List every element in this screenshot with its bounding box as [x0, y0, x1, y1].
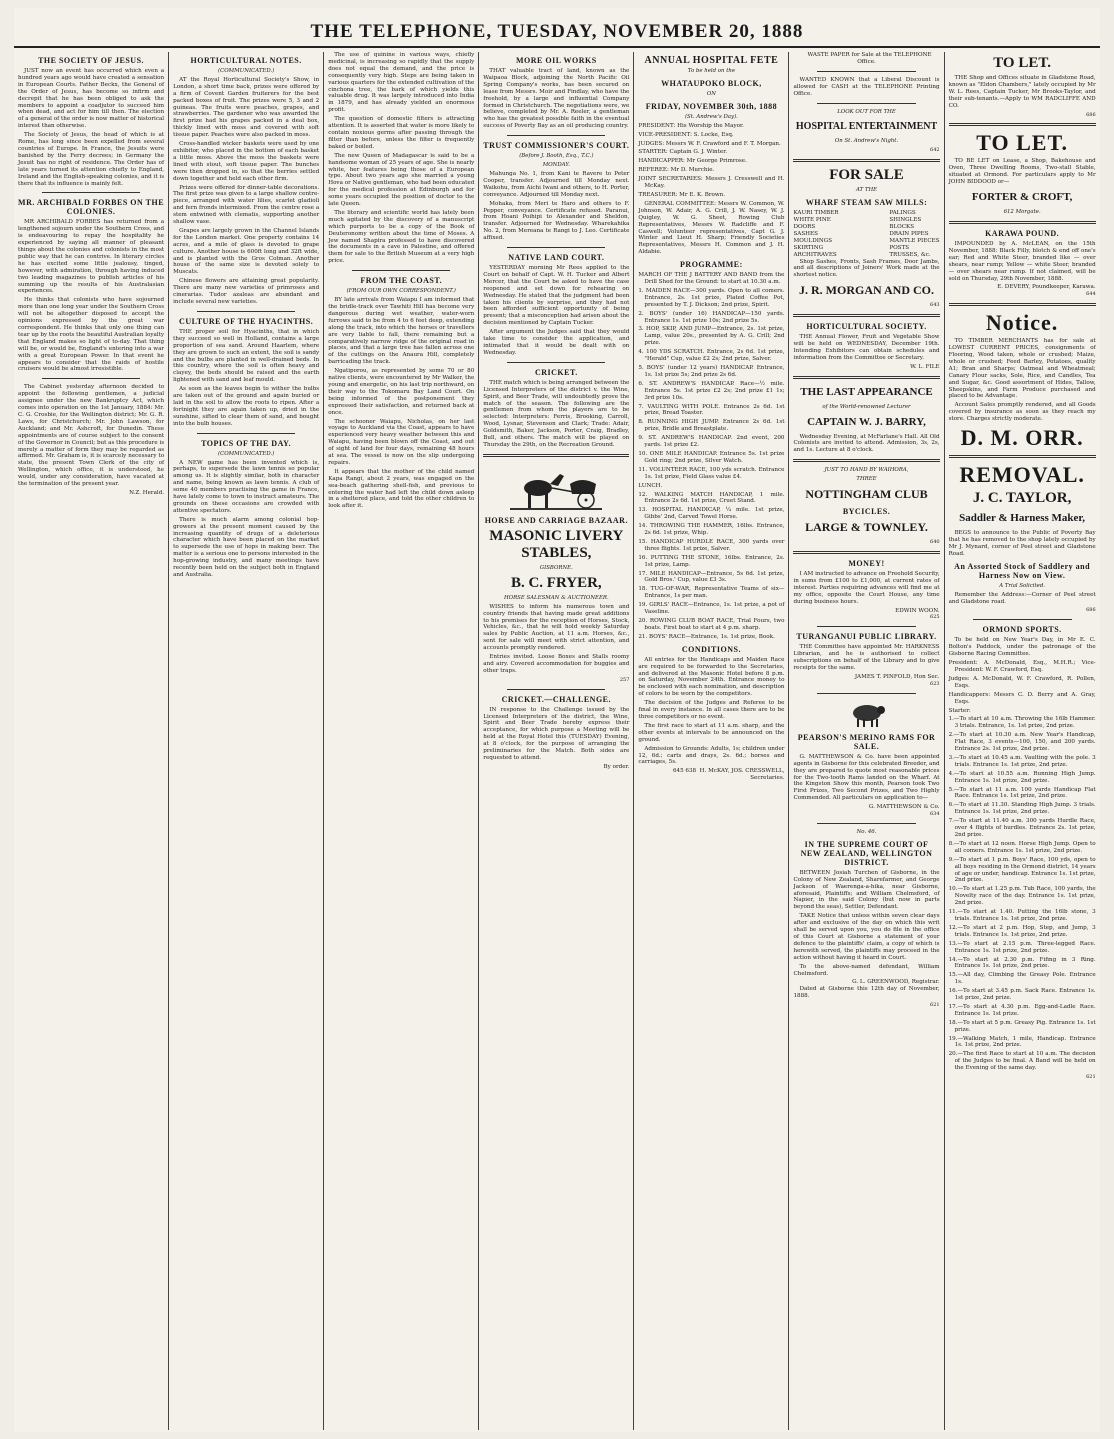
advert-signature: 645 638 H. McKAY, JOS. CRESSWELL, Secretaries.: [672, 768, 785, 782]
advert-number: 621: [930, 1002, 940, 1009]
programme-item: 9. ST. ANDREW'S HANDICAP. 2nd event, 200 yards. 1st prize £2.: [638, 435, 785, 449]
programme-item: 14. THROWING THE HAMMER, 16lbs. Entrance, 2s 6d. 1st prize, Whip.: [638, 523, 785, 537]
divider: [817, 71, 915, 72]
signature-name: H. McKAY: [699, 768, 728, 775]
officer-line: Judges: A. McDonald, W. F. Crawford, R. Pollen, Esqs.: [948, 675, 1096, 689]
article-heading: MR. ARCHIBALD FORBES ON THE COLONIES.: [18, 198, 165, 217]
article-heading: NATIVE LAND COURT.: [508, 253, 605, 263]
programme-list: [638, 272, 784, 641]
timber-item: DOORS: [793, 223, 816, 230]
advert-title: NOTTINGHAM CLUB: [805, 487, 928, 502]
programme-item: 16. PUTTING THE STONE, 16lbs. Entrance, 2s. 1st prize, Lamp.: [638, 554, 785, 568]
article-paragraph: BY late arrivals from Waiapu I am informed that the bridle-track over Tawhiti Hill has become very dangerous during wet weather, water-worn furrows said to be from 4 to 6 feet deep, extending along the track, into which the horses or travellers are very liable to fall, there remaining but a comparatively narrow ridge of the original road in places, and that a large tree has fallen across one of the cuttings on the Anaura Hill, completely barricading the track.: [328, 297, 475, 366]
events-list: [949, 716, 1096, 1072]
officer-line: TREASURER: Mr E. K. Brown.: [638, 191, 726, 198]
article-heading: HORTICULTURAL NOTES.: [190, 56, 302, 65]
advert-number: 257: [619, 676, 630, 683]
article-paragraph: It appears that the mother of the child named Kapa Rangi, about 2 years, was engaged on the sea-beach gathering shell-fish, and previous to entering the water had left the child down asleep in a sheltered place, and told the other children to look after it.: [328, 468, 475, 510]
advert-number: 686: [1086, 607, 1096, 614]
advert-number: 642: [930, 147, 940, 154]
advert-subheading: JUST TO HAND BY WAIHORA,: [824, 467, 909, 474]
timber-item: MANTLE PIECES: [889, 237, 940, 244]
officer-line: Starter:: [948, 707, 971, 714]
programme-item: 2. BOYS' (under 16) HANDICAP—150 yards. Entrance 1s. 1st prize 10s; 2nd prize 5s.: [638, 310, 785, 324]
event-item: 1.—To start at 10 a.m. Throwing the 16lb Hammer. 3 trials. Entrance, 1s. 1st prize, 2nd prize.: [948, 716, 1096, 730]
advert-signature: G. L. GREENWOOD, Registrar.: [852, 979, 940, 986]
advert-number: 634: [930, 811, 940, 818]
article-paragraph: The Society of Jesus, the head of which is at Rome, has long since been expelled from several countries of Europe. In France, the Jesuits were banished by the Ferry decrees; in Germany the Jesuit has no right of residence. The Order has of late years turned its attention chiefly to England, Ireland and the English-speaking colonies, and it is there that its influence is mainly felt.: [18, 132, 165, 187]
advert-paragraph: BEGS to announce to the Public of Poverty Bay that he has removed to the shop lately occupied by Mr J. Mynard, corner of Peel street and Gladstone Road.: [948, 530, 1096, 557]
event-item: 20.—The first Race to start at 10 a.m. The decision of the Judges to be final. A Band will be held on the Evening of the same day.: [948, 1051, 1096, 1072]
article-paragraph: A NEW game has been invented which is, perhaps, to supersede the lawn tennis so popular among us. It is slightly similar, both in character and name, being known as lawn tennis. A club of some 40 members practising the game in France, have lately come to town to instruct amateurs. The grounds on these occasions are crowded with attentive spectators.: [173, 459, 320, 514]
advert-paragraph: IMPOUNDED by A. McLEAN, on the 15th November, 1888: Black Filly, blotch & end off one's ear; Red and White Steer, branded like — over shears, near rump; Yellow — white Steer, branded — over shears near rump. If not claimed, will be sold on Thursday, 29th November, 1888.: [948, 240, 1096, 282]
officers-list: [949, 660, 1096, 714]
event-item: 9.—To start at 1 p.m. Boys' Race, 100 yds, open to all boys residing in the Ormond district, 14 years of age or under, handicap. Entrance 1s. 1st prize, 2nd prize.: [948, 856, 1096, 884]
event-item: 6.—To start at 11.30. Standing High Jump. 3 trials. Entrance 1s. 1st prize, 2nd prize.: [948, 802, 1096, 816]
article-subheading: (FROM OUR OWN CORRESPONDENT.): [346, 288, 456, 295]
article-paragraph: JUST now an event has occurred which even a hundred years ago would have created a sensation in European Courts. Father Beckx, the General of the Order of Jesus, has become so infirm and decrepit that he has been obliged to ask the members to appoint a coadjutor to succeed him when dead, and act for him till then. The election of a general of the order is now matter of historical interest than otherwise.: [18, 68, 165, 130]
divider: [793, 459, 939, 462]
advert-subheading: To be held on the: [687, 68, 736, 74]
advert-number: 623: [930, 680, 940, 687]
divider: [352, 270, 450, 271]
advert-paragraph: The decision of the Judges and Referee to be final in every instance. In all cases there are to be three competitors or no event.: [638, 700, 785, 720]
advert-signature: E. DEVERY, Poundkeeper, Karawa.: [997, 284, 1096, 291]
advert-title: LARGE & TOWNLEY.: [805, 520, 928, 535]
timber-item: TRUSSES, &c.: [889, 251, 931, 258]
advert-signature: JAMES T. PINFOLD, Hon Sec.: [854, 673, 940, 680]
advert-title: MASONIC LIVERY STABLES,: [489, 527, 624, 561]
advert-heading: WHARF STEAM SAW MILLS:: [805, 198, 928, 208]
advert-title: TO LET.: [993, 55, 1052, 71]
advert-subheading: A Trial Solicited.: [999, 582, 1046, 589]
timber-item: KAURI TIMBER: [793, 210, 839, 217]
advert-paragraph: THE Annual Flower, Fruit and Vegetable Show will be held on WEDNESDAY, December 19th. Intending Exhibitors can obtain schedules and information from the Committee or Secretary.: [793, 334, 940, 361]
column-6: [789, 52, 944, 1430]
divider: [949, 123, 1096, 126]
article-heading: THE SOCIETY OF JESUS.: [38, 56, 145, 65]
programme-item: 10. ONE MILE HANDICAP. Entrance 5s. 1st prize Gold ring; 2nd prize, Silver Watch.: [638, 450, 785, 464]
advert-heading: CRICKET.—CHALLENGE.: [501, 694, 612, 704]
advert-heading: PEARSON'S MERINO RAMS FOR SALE.: [797, 732, 936, 751]
advert-number: 625: [930, 614, 940, 621]
divider: [483, 454, 629, 457]
divider: [507, 247, 605, 248]
timber-item: SHINGLES: [889, 217, 922, 224]
advert-paragraph: The first race to start at 11 a.m. sharp, and the other events at intervals to be announced on the ground.: [638, 722, 785, 743]
officer-line: VICE-PRESIDENT: S. Locke, Esq.: [638, 131, 734, 138]
divider: [817, 103, 915, 104]
article-paragraph: The schooner Waiapu, Nicholas, on her last voyage to Auckland via the Coast, appears to have experienced very heavy weather between this and Waiapu, having been blown off the Coast, and out of sight of land for four days, remaining 48 hours at sea. The vessel is now on the slip undergoing repairs.: [328, 418, 475, 466]
advert-paragraph: IN response to the Challenge issued by the Licensed Interpreters of the district, the Wine, Spirit and Beer Trade hereby express their acceptance, for which purpose a Meeting will be held at the Royal Hotel this (TUESDAY) Evening, at 8 o'clock, for the purpose of arranging the preliminaries for the Match. Both sides are requested to attend.: [483, 706, 630, 761]
article-paragraph: There is much alarm among colonial hop-growers at the present moment caused by the increasing quantity of drugs of a deleterious character which have been placed on the market to supersede the use of hops in making beer. The matter is a serious one to persons interested in the hop-growing industry, and many meetings have recently been held on the subject both in England and Australia.: [173, 516, 320, 578]
advert-paragraph: All entries for the Handicaps and Maiden Race are required to be forwarded to the Secretaries, and delivered at the Masonic Hotel before 8 p.m. on Saturday, November 24th. Entrance money to be enclosed with each nomination, and description of colors to be worn by the competitors.: [638, 656, 785, 698]
programme-item: 19. GIRLS' RACE—Entrance, 1s. 1st prize, a pot of Vaseline.: [638, 602, 785, 616]
programme-item: 18. TUG-OF-WAR, Representative Teams of six—Entrance, 1s per man.: [638, 586, 785, 600]
article-paragraph: YESTERDAY morning Mr Rees applied to the Court on behalf of Capt. W. H. Tucker and Albert Mercer, that the Court be asked to have the case reopened and set down for rehearing on Wednesday. He stated that the judgment had been taken his clients by surprise, and they had not been afforded sufficient opportunity of being present; that a misconception had arisen about the decision mentioned by Captain Tucker.: [483, 265, 630, 327]
advert-heading: ORMOND SPORTS.: [982, 625, 1062, 635]
divider: [507, 362, 605, 363]
article-paragraph: Cross-handled wicker baskets were used by one exhibitor, who placed in the bottom of each basket a little moss. Above the moss the baskets were lined with stout, soft tissue paper. The bunches were then dropped in, so that the berries settled down together and held each other firm.: [173, 141, 320, 182]
advert-title: HOSPITAL ENTERTAINMENT: [795, 121, 938, 133]
programme-item: 12. WALKING MATCH HANDICAP, 1 mile. Entrance 2s 6d. 1st prize, Cruet Stand.: [638, 491, 785, 505]
article-paragraph: The question of domestic filters is attracting attention. It is asserted that water is more likely to contain noxious germs after passing through the filter than before, unless the filter is frequently baked or boiled.: [328, 116, 475, 150]
timber-item: SASHES: [793, 230, 818, 237]
article-heading: CRICKET.: [534, 367, 578, 377]
divider: [793, 376, 939, 379]
newspaper-page: [14, 8, 1100, 1432]
advert-title: FORTER & CROFT,: [971, 191, 1073, 204]
article-paragraph: The literary and scientific world has lately been much agitated by the discovery of a manuscript which purports to be a copy of the Book of Deuteronomy written about the time of Moses. A Jew named Shapira professed to have discovered the documents in a cave in Palestine, and offered them for sale to the British Museum at a very high price.: [328, 209, 475, 265]
advert-subheading: [949, 209, 1096, 216]
advert-name: B. C. FRYER,: [510, 574, 602, 591]
column-3: [324, 52, 479, 1430]
advert-heading: CONDITIONS.: [681, 644, 741, 654]
article-source: N.Z. Herald.: [129, 489, 165, 496]
advert-heading: WHATAUPOKO BLOCK,: [661, 78, 762, 88]
event-item: 17.—To start at 4.30 p.m. Egg-and-Ladle Race. Entrance 1s. 1st prize.: [948, 1003, 1096, 1017]
advert-signature: EDWIN WOON.: [895, 607, 940, 614]
advert-paragraph: GENERAL COMMITTEE: Messrs W. Common, W. Johnson, W. Adair, A. G. Crill, J. W. Nasey, W. J. Quigley, W. G. Sheet, Rowing Club Representatives, Messrs W. Radcliffe and F. Caswell; Volunteer representatives, Capt G. J. Winter and Lieut H. Sharp; Friendly Societies Representatives, Messrs H. Common and J. H. Aldabie.: [638, 200, 785, 256]
advert-title: D. M. ORR.: [960, 425, 1084, 451]
advert-paragraph: THE Committee have appointed Mr. HARKNESS Librarian, and he is authorised to collect subscriptions on behalf of the Library and to give receipts for the same.: [793, 644, 940, 672]
article-paragraph: As soon as the leaves begin to wither the bulbs are taken out of the ground and again buried or laid in the soil to allow the roots to ripen. After a fortnight they are again taken up, dried in the sunshine, sifted to clear them of sand, and bought into the bulb houses.: [173, 386, 320, 427]
divider: [197, 433, 295, 434]
divider: [42, 378, 140, 379]
advert-title: CAPTAIN W. J. BARRY,: [807, 415, 926, 428]
event-item: 4.—To start at 10.55 a.m. Running High Jump. Entrance 1s. 1st prize, 2nd prize.: [948, 770, 1096, 784]
advert-heading: HORSE AND CARRIAGE BAZAAR.: [484, 515, 628, 525]
advert-subheading: of the World-renowned Lecturer: [822, 403, 911, 410]
timber-list: [793, 210, 939, 258]
advert-heading: MONEY!: [848, 559, 885, 568]
advert-subheading: No. 46.: [856, 828, 877, 835]
officer-line: REFEREE: Mr D. Murchie.: [638, 167, 715, 174]
article-subheading: (Before J. Booth, Esq., T.C.): [519, 153, 594, 160]
article-heading: CULTURE OF THE HYACINTHS.: [179, 316, 314, 326]
advert-signature: By order.: [603, 763, 630, 770]
advert-paragraph: THE Shop and Offices situate in Gladstone Road, known as "Eldon Chambers," lately occupied by Mr W. L. Rees, Captain Tucker, Mr Brooks-Taylor, and their sub-tenants.—Apply to WM RADCLIFFE AND CO.: [948, 75, 1096, 109]
advert-heading: KARAWA POUND.: [985, 228, 1060, 238]
advert-paragraph: Remember the Address:—Corner of Peel street and Gladstone road.: [948, 591, 1096, 605]
timber-item: BLOCKS: [889, 223, 915, 230]
advert-paragraph: WANTED KNOWN that a Liberal Discount is allowed for CASH at the TELEPHONE Printing Office.: [793, 76, 940, 97]
advert-paragraph: TO TIMBER MERCHANTS has for sale at LOWEST CURRENT PRICES, consignments of Flooring, Wood taken, whole or crushed; Maize, whole or crushed; Feed Barley, Potatoes, quality A1; Bran and Sharps; Oatmeal and Wheatmeal; Canary Flour sacks, Sole, Rice, and Candles, Tea and Sugar, &c. Good assortment of Hides, Tallow, Sheepskins, and Farm Produce purchased and placed to be Advantage.: [948, 338, 1096, 400]
advert-location: Morgate.: [1015, 209, 1041, 216]
advert-paragraph: I AM instructed to advance on Freehold Security, in sums from £100 to £1,000, at current rates of interest. Parties requiring advances will find me at my office, opposite the Court House, any time during business hours.: [793, 571, 940, 605]
advert-title: Saddler & Harness Maker,: [959, 512, 1086, 525]
advert-number: 612: [1003, 209, 1014, 216]
event-item: 18.—To start at 5 p.m. Greasy Pig. Entrance 1s. 1st prize.: [948, 1019, 1096, 1033]
programme-item: 8. RUNNING HIGH JUMP. Entrance 2s 6d. 1st prize, Bridle and Breastplate.: [638, 419, 785, 433]
article-paragraph: AT the Royal Horticultural Society's Show, in London, a short time back, prizes were offered by a firm of Covent Garden fruiterers for the best packed boxes of fruit. The prizes were 5, 3 and 2 guineas. The fruits were peaches, grapes, and strawberries. The gardener who was awarded the first prize had his grapes packed in a deal box, thickly lined with moss and covered with soft tissue paper. Peaches were also packed in moss.: [173, 76, 320, 139]
officer-line: JUDGES: Messrs W. F. Crawford and F. T. Morgan.: [638, 140, 781, 147]
officer-line: Handicappers: Messrs C. D. Berry and A. Gray, Esqs.: [948, 691, 1096, 705]
masthead: [14, 8, 1100, 48]
event-item: 19.—Walking Match, 1 mile, Handicap. Entrance 1s. 1st prize, 2nd prize.: [948, 1035, 1096, 1049]
article-paragraph: MR ARCHIBALD FORBES has returned from a lengthened sojourn under the Southern Cross, and is endeavouring to repay the hospitality he experienced by saying all manner of pleasant things about the colonies and colonists in the most public way that he can contrive. In literary circles he has excited some little jealousy, tinged, however, with admiration, through having induced two leading magazines to publish articles of his summing up the results of his Australasian experiences.: [18, 219, 165, 295]
programme-item: 21. BOYS' RACE—Entrance, 1s. 1st prize, Book.: [638, 633, 775, 640]
advert-paragraph: Account Sales promptly rendered, and all Goods covered by insurance as soon as they reach my store. Charges strictly moderate.: [948, 402, 1096, 423]
advert-title: Notice.: [985, 310, 1059, 336]
advert-subheading: (St. Andrew's Day).: [684, 113, 738, 120]
divider: [197, 311, 295, 312]
advert-title: FOR SALE: [829, 167, 904, 184]
divider: [793, 314, 939, 317]
advert-signature: W. L. FILE: [910, 363, 940, 370]
event-item: 2.—To start at 10.30 a.m. New Year's Handicap, Flat Race, 3 events—100, 150, and 200 yards. Entrance 2s. 1st prize, 2nd prize.: [948, 732, 1096, 753]
event-item: 13.—To start at 2.15 p.m. Three-legged Race. Entrance 1s. 1st prize, 2nd prize.: [948, 940, 1096, 954]
divider: [949, 455, 1096, 458]
timber-item: MOULDINGS: [793, 237, 833, 244]
advert-number: 643: [930, 302, 940, 309]
article-heading: MORE OIL WORKS: [516, 56, 597, 65]
advert-title: J. R. MORGAN AND CO.: [799, 283, 935, 298]
article-heading: TRUST COMMISSIONER'S COURT.: [483, 141, 630, 151]
article-paragraph: The new Queen of Madagascar is said to be a handsome woman of 25 years of age. She is nearly white, her features being those of a European type. About two years ago she married a young Hova or Native gentleman, who had been educated for the medical profession at Edinburgh and for some years occupied the position of doctor to the late Queen.: [328, 152, 475, 208]
programme-item: 5. BOYS' (under 12 years) HANDICAP. Entrance, 1s. 1st prize 5s; 2nd prize 2s 6d.: [638, 365, 785, 378]
masthead-title: THE TELEPHONE, TUESDAY, NOVEMBER 20, 1888: [310, 21, 804, 42]
advert-heading: ANNUAL HOSPITAL FETE: [644, 55, 779, 66]
advert-heading: HORTICULTURAL SOCIETY.: [806, 322, 927, 332]
event-item: 15.—All day, Climbing the Greasy Pole. Entrance 1s.: [948, 972, 1096, 986]
advert-number: 645 638: [672, 768, 697, 775]
programme-item: 7. VAULTING WITH POLE. Entrance 2s 6d. 1st prize, Bread Toaster.: [638, 403, 785, 417]
programme-item: 4. 100 YDS SCRATCH. Entrance, 2s 6d. 1st prize, "Herald" Cup, value £2 2s; 2nd prize, Salver.: [638, 349, 785, 363]
event-item: 10.—To start at 1.25 p.m. Tub Race, 100 yards, the Novelty race of the day. Entrance 1s. 1st prize, 2nd prize.: [948, 886, 1096, 907]
programme-item: 1. MAIDEN RACE—300 yards. Open to all comers. Entrance, 2s. 1st prize, Plated Coffee Pot, presented by T. J. Dickson; 2nd prize, Spirit.: [638, 287, 785, 308]
article-paragraph: The Cabinet yesterday afternoon decided to appoint the following gentlemen, a judicial assignee under the new Bankruptcy Act, which comes into operation on the 1st January, 1884: Mr. C. G. Crosbie, for the Wellington district; Mr. G. R. Laws, for Christchurch; Mr. John Lawson, for Auckland; and Mr. Ashcroft, for Dunedin. These appointments are of course subject to the consent of the Governor in Council; but as this procedure is merely a matter of form they may be regarded as affirmed. Mr. Graham is, it is scarcely necessary to state, the present Town Clerk of the city of Wellington, which office, it is understood, he would, under any consideration, have vacated at the termination of the present year.: [18, 384, 165, 488]
advert-paragraph: TO BE LET on Lease, a Shop, Bakehouse and Oven, Three Dwelling Rooms, Two-stall Stable, situated at Ormond. For particulars apply to Mr JOHN BIDDOOD or—: [948, 158, 1096, 186]
columns: [14, 52, 1100, 1430]
article-heading: TOPICS OF THE DAY.: [201, 438, 292, 448]
timber-item: POSTS: [889, 244, 910, 251]
advert-paragraph: BETWEEN Josiah Turchen of Gisborne, in the Colony of New Zealand, Sharefarmer, and George Jackson of Waerenga-a-hika, near Gisborne, aforesaid, Plaintiffs; and William Chelmsford, of Napier, in the said Colony (but now in parts beyond the seas), Settler, Defendant.: [793, 869, 940, 911]
divider: [507, 689, 605, 690]
timber-item: ARCHITRAVES: [793, 251, 837, 258]
timber-list-right: [889, 210, 939, 258]
signature-name: JOS. CRESSWELL: [731, 768, 783, 775]
divider: [817, 823, 915, 824]
advert-subheading: ON: [706, 90, 716, 97]
article-subheading: MONDAY.: [542, 162, 570, 169]
advert-signature: G. MATTHEWSON & Co.: [868, 804, 940, 811]
divider: [793, 159, 939, 162]
advert-heading: IN THE SUPREME COURT OF NEW ZEALAND, WELLINGTON DISTRICT.: [800, 839, 933, 867]
divider: [42, 192, 140, 193]
officer-line: STARTER: Captain G. J. Winter.: [638, 149, 728, 156]
advert-paragraph: WASTE PAPER for Sale at the TELEPHONE Office.: [807, 52, 932, 65]
advert-paragraph: G. MATTHEWSON & Co. have been appointed agents in Gisborne for this celebrated Breeder, and they are prepared to quote most reasonable prices for the Two-tooth Rams landed on the Wharf. At the Kingston Show this month, Pearson took Two First Prizes, Two Second Prizes, and Two Highly Commended. All particulars on application to—: [793, 753, 940, 802]
event-item: 3.—To start at 10.45 a.m. Vaulting with the pole. 3 trials. Entrance 1s. 1st prize, 2nd prize.: [948, 754, 1096, 768]
advert-subheading: LOOK OUT FOR THE: [837, 108, 896, 115]
advert-heading: BYCICLES.: [842, 507, 891, 517]
programme-item: MARCH OF THE J BATTERY AND BAND from the Drill Shed for the Ground: to start at 10.30 a.m.: [638, 272, 785, 286]
event-item: 16.—To start at 3.45 p.m. Sack Race. Entrance 1s. 1st prize, 2nd prize.: [948, 988, 1096, 1002]
advert-subheading: HORSE SALESMAN & AUCTIONEER.: [503, 594, 609, 601]
event-item: 8.—To start at 12 noon. Horse High Jump. Open to all comers. Entrance 1s. 1st prize, 2nd prize.: [948, 840, 1096, 854]
advert-title: J. C. TAYLOR,: [972, 490, 1072, 507]
advert-paragraph: TAKE Notice that unless within seven clear days after and exclusive of the day on which this writ shall be served upon you, you do file in the office of this Court at Gisborne a statement of your defence to the plaintiffs' claim, a copy of which is herewith served, the plaintiffs may proceed in the action without having it heard in Court.: [793, 913, 940, 961]
advert-title: TO LET.: [976, 130, 1068, 156]
programme-item: 6. ST. ANDREW'S HANDICAP. Race—½ mile. Entrance 5s. 1st prize £2 2s; 2nd prize £1 1s; 3rd prize 10s.: [638, 380, 785, 401]
article-paragraph: Mahunga No. 1, from Kani te Ravere to Peter Cooper, transfer. Adjourned till Monday next. Waikohu, from Aichi Iwani and others, to H. Porter, conveyance. Adjourned till Monday next.: [483, 170, 630, 198]
article-paragraph: THE proper soil for Hyacinths, that in which they succeed so well in Holland, contains a large proportion of sea sand. Around Haarlem, where they are grown to such an extent, the soil is sandy and the bulbs are planted in well-drained beds. In this country, where the soil is often heavy and clayey, the beds should be raised and the earth lightened with sand and leaf mould.: [173, 328, 320, 384]
advert-paragraph: Shop Sashes, Fronts, Sash Frames, Door Jambs, and all descriptions of Joiners' Work made at the shortest notice.: [793, 258, 940, 279]
programme-item: 20. ROWING CLUB BOAT RACE, Trial Fours, two boats. First boat to start at 4 p.m. sharp.: [638, 618, 785, 631]
article-paragraph: THE match which is being arranged between the Licensed Interpreters of the district v. the Wine, Spirit, and Beer Trade, will undoubtedly prove the match of the season. The following are the gentlemen from whom the players are to be selected: Interpreters: Ferris, Brooking, Carroll, Wood, Lysnar, Stevenson and Clark; Trade: Adair, Goldsmith, Baker, Jackson, Porter, Craig, Bradley, Bull, and others. The match will be played on Thursday the 29th, on the Recreation Ground.: [483, 379, 630, 448]
article-paragraph: The use of quinine in various ways, chiefly medicinal, is increasing so rapidly that the supply does not equal the demand, and the price is consequently very high. Steps are being taken in various quarters for the extended cultivation of the cinchona tree, the bark of which yields this valuable drug. It was largely introduced into India in 1879, and has already yielded an enormous profit.: [328, 52, 475, 114]
event-item: 11.—To start at 1.40. Putting the 16lb stone, 3 trials. Entrance 1s. 1st prize, 2nd prize.: [948, 909, 1096, 922]
event-item: 14.—To start at 2.30 p.m. Fifing in 3 Ring. Entrance 1s. 1st prize, 2nd prize.: [948, 956, 1096, 970]
column-5: [634, 52, 789, 1430]
advert-heading: An Assorted Stock of Saddlery and Harness Now on View.: [954, 561, 1091, 580]
officer-line: HANDICAPPER: Mr George Primrose.: [638, 158, 747, 165]
column-2: [169, 52, 324, 1430]
advert-subheading: AT THE: [855, 187, 878, 194]
event-date: FRIDAY, NOVEMBER 30th, 1888: [645, 101, 778, 111]
article-paragraph: Ngatiporou, as represented by some 70 or 80 native clients, were encountered by Mr Walker, the young and energetic, on his last trip northward, on their way to the Tokomaru Bay Land Court. On being informed of the postponement they expressed their satisfaction, and returned back at once.: [328, 368, 475, 416]
article-subheading: (COMMUNICATED.): [218, 68, 275, 74]
advert-title: REMOVAL.: [959, 462, 1085, 488]
sheep-illustration: [845, 699, 889, 729]
column-4: [479, 52, 634, 1430]
advert-heading: PROGRAMME:: [680, 260, 743, 270]
officer-line: JOINT SECRETARIES: Messrs J. Cresswell and H. McKay.: [638, 176, 785, 190]
programme-item: 15. HANDICAP HURDLE RACE, 300 yards over three flights. 1st prize, Salver.: [638, 538, 785, 552]
divider: [973, 619, 1072, 620]
article-paragraph: After argument the Judges said that they would take time to consider the application, and intimated that it would be dealt with on Wednesday.: [483, 329, 630, 356]
officers-list: [638, 123, 784, 199]
column-7: [945, 52, 1100, 1430]
divider: [949, 221, 1096, 224]
advert-subheading: THREE: [856, 476, 877, 483]
article-paragraph: Grapes are largely grown in the Channel Islands for the London market. One property contains 14 acres, and a mile of glass is devoted to grape culture. Another house is 600ft long and 32ft wide, and is planted with the Gros Colman. Another house of the same size is devoted solely to Muscats.: [173, 227, 320, 276]
timber-item: PALINGS: [889, 210, 916, 217]
column-1: [14, 52, 169, 1430]
advert-number: 644: [1086, 291, 1096, 298]
advert-paragraph: Entries invited. Loose Boxes and Stalls roomy and airy. Covered accommodation for buggies and other traps.: [483, 654, 630, 674]
advert-paragraph: WISHES to inform his numerous town and country friends that having made great additions to his premises for the reception of Horses, Stock, Vehicles, &c., that he will hold weekly Saturday sales by Public Auction, at 11 a.m. Horses, &c., sent for sale will meet with strict attention, and accounts promptly rendered.: [483, 603, 630, 652]
article-subheading: (COMMUNICATED.): [218, 450, 275, 457]
programme-item: 3. HOP, SKIP, AND JUMP—Entrance, 2s. 1st prize, Lamp, value 20s., presented by A. G. Crill; 2nd prize.: [638, 326, 785, 347]
divider: [793, 551, 939, 554]
advert-paragraph: Wednesday Evening, at McFarlane's Hall. All Old Colonists are invited to attend. Admission, 3s, 2s, and 1s. Lecture at 8 o'clock.: [793, 433, 940, 454]
divider: [817, 693, 915, 694]
timber-item: DRAIN PIPES: [889, 230, 929, 237]
advert-number: 686: [1086, 111, 1096, 118]
timber-list-left: [793, 210, 838, 258]
horse-carriage-illustration: [508, 462, 604, 512]
officer-line: President: A. McDonald, Esq., M.H.R.; Vice-President: W. F. Crawford, Esq.: [948, 660, 1096, 673]
programme-item: 11. VOLUNTEER RACE, 100 yds scratch. Entrance 1s. 1st prize, Field Glass value £4.: [638, 466, 785, 480]
programme-item: LUNCH.: [638, 482, 663, 489]
signature-title: Secretaries.: [750, 775, 785, 782]
article-paragraph: Prizes were offered for dinner-table decorations. The first prize was given to a large shallow centre-piece, arranged with water lilies, scarlet gladioli and fern fronds intermixed. From the centre rose a stem entwined with clematis, supporting another shallow vase.: [173, 184, 320, 226]
advert-title: THE LAST APPEARANCE: [800, 385, 933, 398]
divider: [507, 135, 605, 136]
advert-paragraph: Admission to Grounds: Adults, 1s; children under 12, 6d.; carts and drays, 2s. 6d.; horses and carriages, 5s.: [638, 745, 785, 766]
advert-subheading: GISBORNE.: [539, 564, 573, 571]
article-paragraph: Chinese flowers are attaining great popularity. There are many new varieties of primroses and cinerarias. Tudor azaleas are abundant and include several new varieties.: [173, 278, 320, 305]
article-paragraph: Mohaka, from Meri te Haro and others to F. Pepper, conveyance. Certificate refused. Paranui, from Hoani Poihipi to Alexander and Sheldon, transfer. Adjourned for Wednesday. Wharekahika No. 2, from Mereana te Rangi to J. Leo. Certificate affixed.: [483, 200, 630, 242]
event-item: 7.—To start at 11.40 a.m. 300 yards Hurdle Race, over 4 flights of hurdles. Entrance 2s. 1st prize, 2nd prize.: [948, 818, 1096, 838]
officer-line: PRESIDENT: His Worship the Mayor.: [638, 122, 744, 129]
programme-item: 13. HOSPITAL HANDICAP, ¼ mile. 1st prize, Gibbs' 2nd, Carved Towel Horse.: [638, 507, 785, 521]
advert-paragraph: To be held on New Year's Day, in Mr E. C. Bolton's Paddock, under the patronage of the Gisborne Racing Committee.: [948, 637, 1096, 658]
event-item: 12.—To start at 2 p.m. Hop, Step, and Jump, 3 trials. Entrance 1s. 1st prize, 2nd prize.: [948, 924, 1096, 938]
advert-subheading: On St. Andrew's Night.: [834, 138, 899, 145]
advert-paragraph: To the above-named defendant, William Chelmsford.: [793, 963, 940, 977]
event-item: 5.—To start at 11 a.m. 100 yards Handicap Flat Race. Entrance 1s. 1st prize, 2nd prize.: [948, 786, 1096, 800]
timber-item: SKIRTING: [793, 244, 824, 251]
article-paragraph: He thinks that colonists who have sojourned more than one long year under the Southern Cross will not be altogether disposed to accept the opinions expressed by the great war correspondent. He thinks that only one thing can tear up by the roots the beautiful Australian loyalty that England makes so light of to-day. That thing will be, or would be, England's entering into a war with a great European Power. In that event he appears to consider that the raids of hostile cruisers would be almost irresistible.: [18, 297, 165, 373]
divider: [949, 303, 1096, 306]
advert-paragraph: Dated at Gisborne this 12th day of November, 1888.: [793, 986, 940, 1000]
programme-item: 17. MILE HANDICAP—Entrance, 5s 6d. 1st prize, Gold Bros.' Cup, value £3 3s.: [638, 570, 785, 584]
advert-number: 640: [930, 539, 940, 546]
divider: [817, 626, 915, 627]
article-paragraph: THAT valuable tract of land, known as the Waipaoa Block, adjoining the North Pacific Oil Spring Company's works, has been secured on lease from Messrs. Moir and Findlay, who have the freehold, by a large and influential Company formed in Christchurch. The negotiations were, we believe, completed by Mr. A. Reeler, a gentleman who has the greatest possible faith in the eventual success of Poverty Bay as an oil producing country.: [483, 68, 630, 130]
timber-item: WHITE PINE: [793, 217, 831, 224]
article-heading: FROM THE COAST.: [360, 276, 443, 286]
advert-number: 621: [1086, 1074, 1096, 1081]
advert-heading: TURANGANUI PUBLIC LIBRARY.: [796, 632, 937, 642]
